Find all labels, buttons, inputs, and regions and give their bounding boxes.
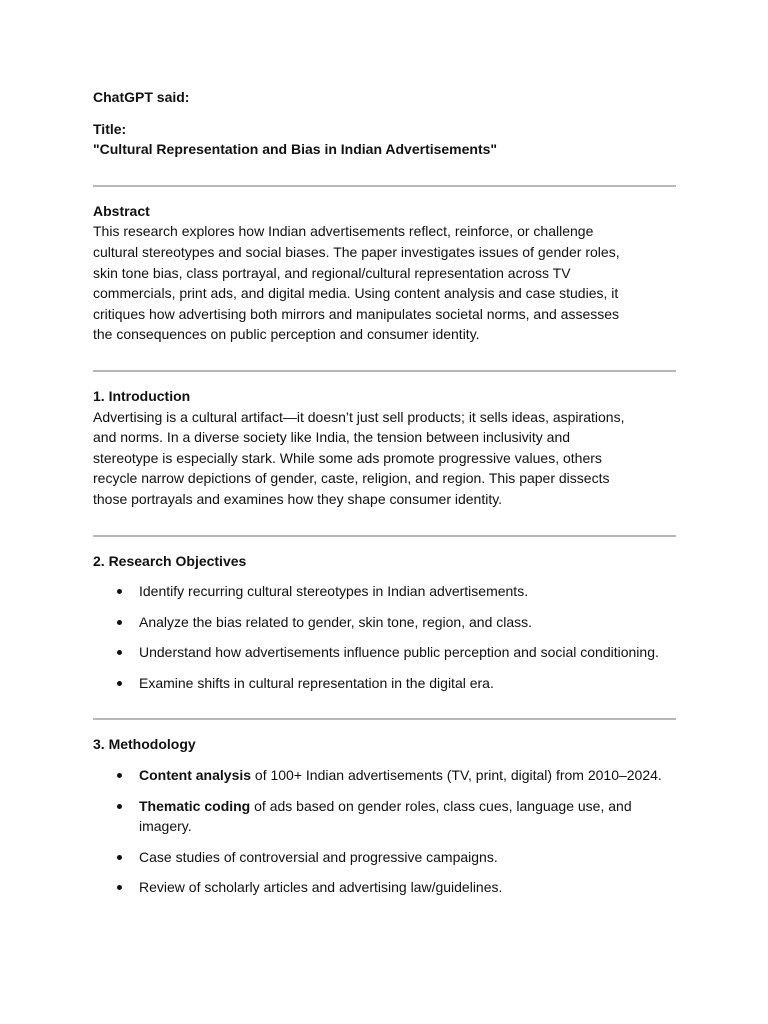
abstract-line: critiques how advertising both mirrors and manipulates societal norms, and assesses — [93, 305, 620, 322]
objective-item: Examine shifts in cultural representation in the digital era. — [93, 673, 676, 694]
objectives-heading: 2. Research Objectives — [93, 552, 247, 569]
methodology-item-text: of 100+ Indian advertisements (TV, print, digital) from 2010–2024. — [251, 767, 662, 784]
introduction-section — [93, 386, 676, 510]
methodology-item-bold: Thematic coding — [139, 797, 251, 814]
objectives-list — [93, 581, 676, 693]
objective-item: Identify recurring cultural stereotypes in Indian advertisements. — [93, 581, 676, 602]
chatgpt-said-label: ChatGPT said: — [93, 89, 190, 105]
methodology-item-text: Review of scholarly articles and advertising law/guidelines. — [139, 879, 503, 896]
introduction-line: stereotype is especially stark. While some ads promote progressive values, others — [93, 449, 602, 466]
methodology-section — [93, 734, 676, 898]
abstract-line: commercials, print ads, and digital media. Using content analysis and case studies, it — [93, 285, 619, 302]
methodology-item-bold: Content analysis — [139, 767, 252, 784]
abstract-line: the consequences on public perception and consumer identity. — [93, 326, 480, 343]
document-page — [93, 87, 676, 898]
abstract-section — [93, 201, 676, 345]
title-label: Title: — [93, 120, 127, 137]
section-divider — [93, 535, 676, 537]
methodology-item — [93, 796, 676, 837]
introduction-line: Advertising is a cultural artifact—it doesn’t just sell products; it sells ideas, aspirations, — [93, 408, 625, 425]
objective-item: Analyze the bias related to gender, skin tone, region, and class. — [93, 612, 676, 633]
section-divider — [93, 185, 676, 187]
introduction-line: and norms. In a diverse society like India, the tension between inclusivity and — [93, 429, 571, 446]
methodology-heading: 3. Methodology — [93, 736, 196, 753]
methodology-item — [93, 765, 676, 786]
methodology-list — [93, 765, 676, 898]
section-divider — [93, 718, 676, 720]
methodology-item — [93, 847, 676, 868]
abstract-line: cultural stereotypes and social biases. The paper investigates issues of gender roles, — [93, 243, 620, 260]
introduction-line: those portrayals and examines how they shape consumer identity. — [93, 490, 503, 507]
abstract-line: skin tone bias, class portrayal, and regional/cultural representation across TV — [93, 264, 571, 281]
objectives-section — [93, 551, 676, 694]
abstract-heading: Abstract — [93, 202, 150, 219]
methodology-item-text: of ads based on gender roles, class cues, language use, and imagery. — [139, 797, 632, 835]
methodology-item-text: Case studies of controversial and progressive campaigns. — [139, 848, 498, 865]
section-divider — [93, 370, 676, 372]
document-title: "Cultural Representation and Bias in Indian Advertisements" — [93, 141, 498, 158]
introduction-heading: 1. Introduction — [93, 387, 191, 404]
abstract-line: This research explores how Indian advertisements reflect, reinforce, or challenge — [93, 223, 594, 240]
introduction-line: recycle narrow depictions of gender, caste, religion, and region. This paper dissects — [93, 470, 610, 487]
methodology-item — [93, 877, 676, 898]
objective-item: Understand how advertisements influence public perception and social conditioning. — [93, 642, 676, 663]
